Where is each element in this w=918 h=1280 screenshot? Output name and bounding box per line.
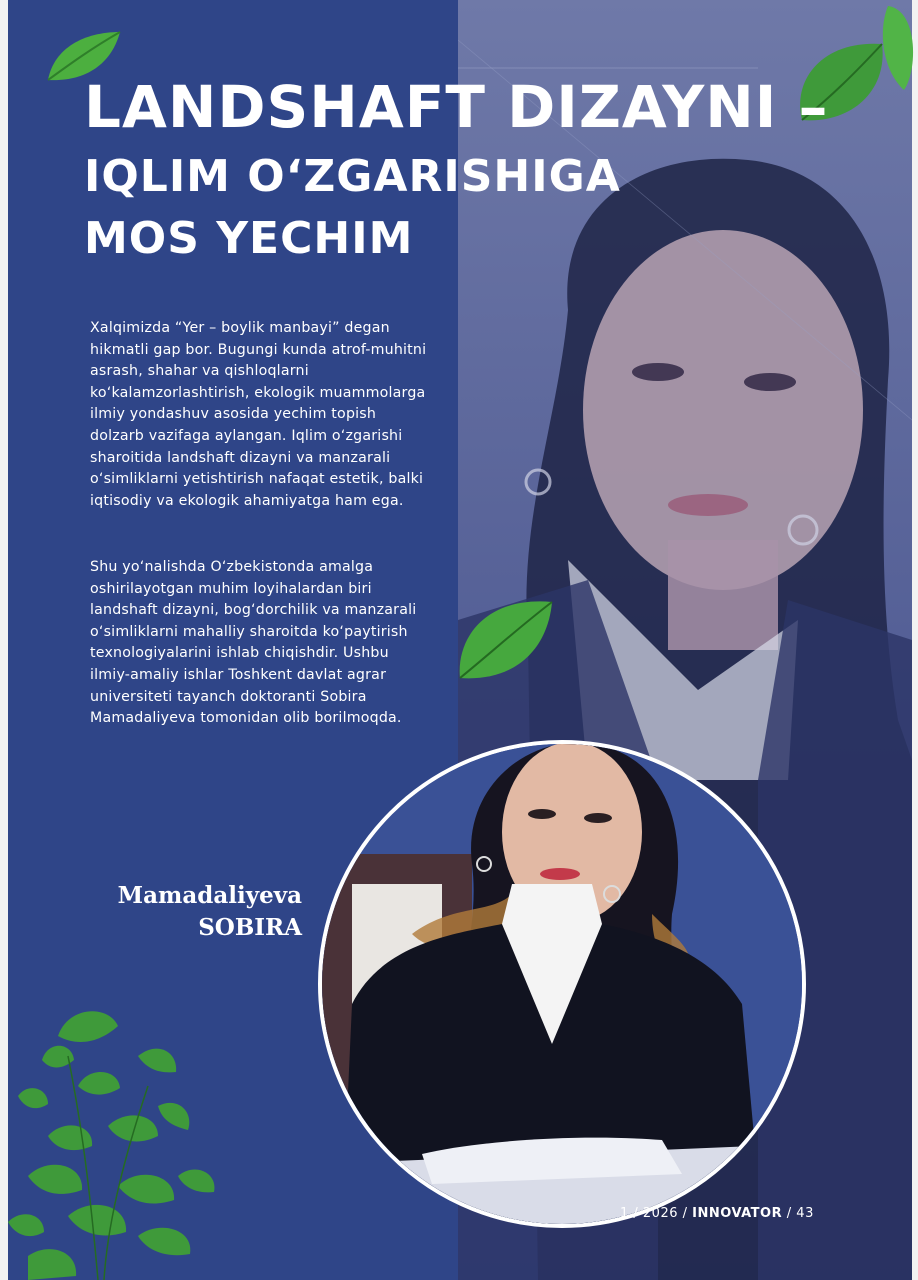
title-line-2: IQLIM O‘ZGARISHIGA	[84, 151, 621, 202]
page-edge-left	[0, 0, 8, 1280]
title-line-1: LANDSHAFT DIZAYNI –	[84, 73, 829, 141]
footer-separator: /	[786, 1206, 792, 1221]
footer-issue: 1 / 2026 /	[620, 1206, 688, 1221]
author-name	[60, 880, 302, 944]
footer-magazine-name: INNOVATOR	[692, 1206, 783, 1221]
leaves-cluster-icon	[8, 996, 228, 1280]
title-line-3: MOS YECHIM	[84, 213, 414, 264]
article-paragraph-2: Shu yo‘nalishda O‘zbekistonda amalga oshirilayotgan muhim loyihalardan biri landshaft dizayni, bog‘dorchilik va manzarali o‘simliklarni mahalliy sharoitda ko‘paytirish texnologiyalarini ishlab chiqishdir. Ushbu ilmiy-amaliy ishlar Toshkent davlat agrar universiteti tayanch doktoranti Sobira Mamadaliyeva tomonidan olib borilmoqda.	[90, 559, 417, 727]
portrait-circle-photo	[318, 740, 806, 1228]
footer-page-number: 43	[796, 1206, 814, 1221]
page-footer	[620, 1206, 814, 1221]
page-edge-right	[912, 0, 918, 1280]
author-surname: Mamadaliyeva	[117, 882, 302, 909]
article-title	[84, 72, 844, 270]
article-paragraph-1: Xalqimizda “Yer – boylik manbayi” degan hikmatli gap bor. Bugungi kunda atrof-muhitni asrash, shahar va qishloqlarni ko‘kalamzorlashtirish, ekologik muammolarga ilmiy yondashuv asosida yechim topish dolzarb vazifaga aylangan. Iqlim o‘zgarishi sharoitida landshaft dizayni va manzarali o‘simliklarni yetishtirish nafaqat estetik, balki iqtisodiy va ekologik ahamiyatga ham ega.	[90, 320, 427, 509]
leaf-icon	[456, 588, 556, 684]
author-first-name: SOBIRA	[198, 914, 302, 941]
